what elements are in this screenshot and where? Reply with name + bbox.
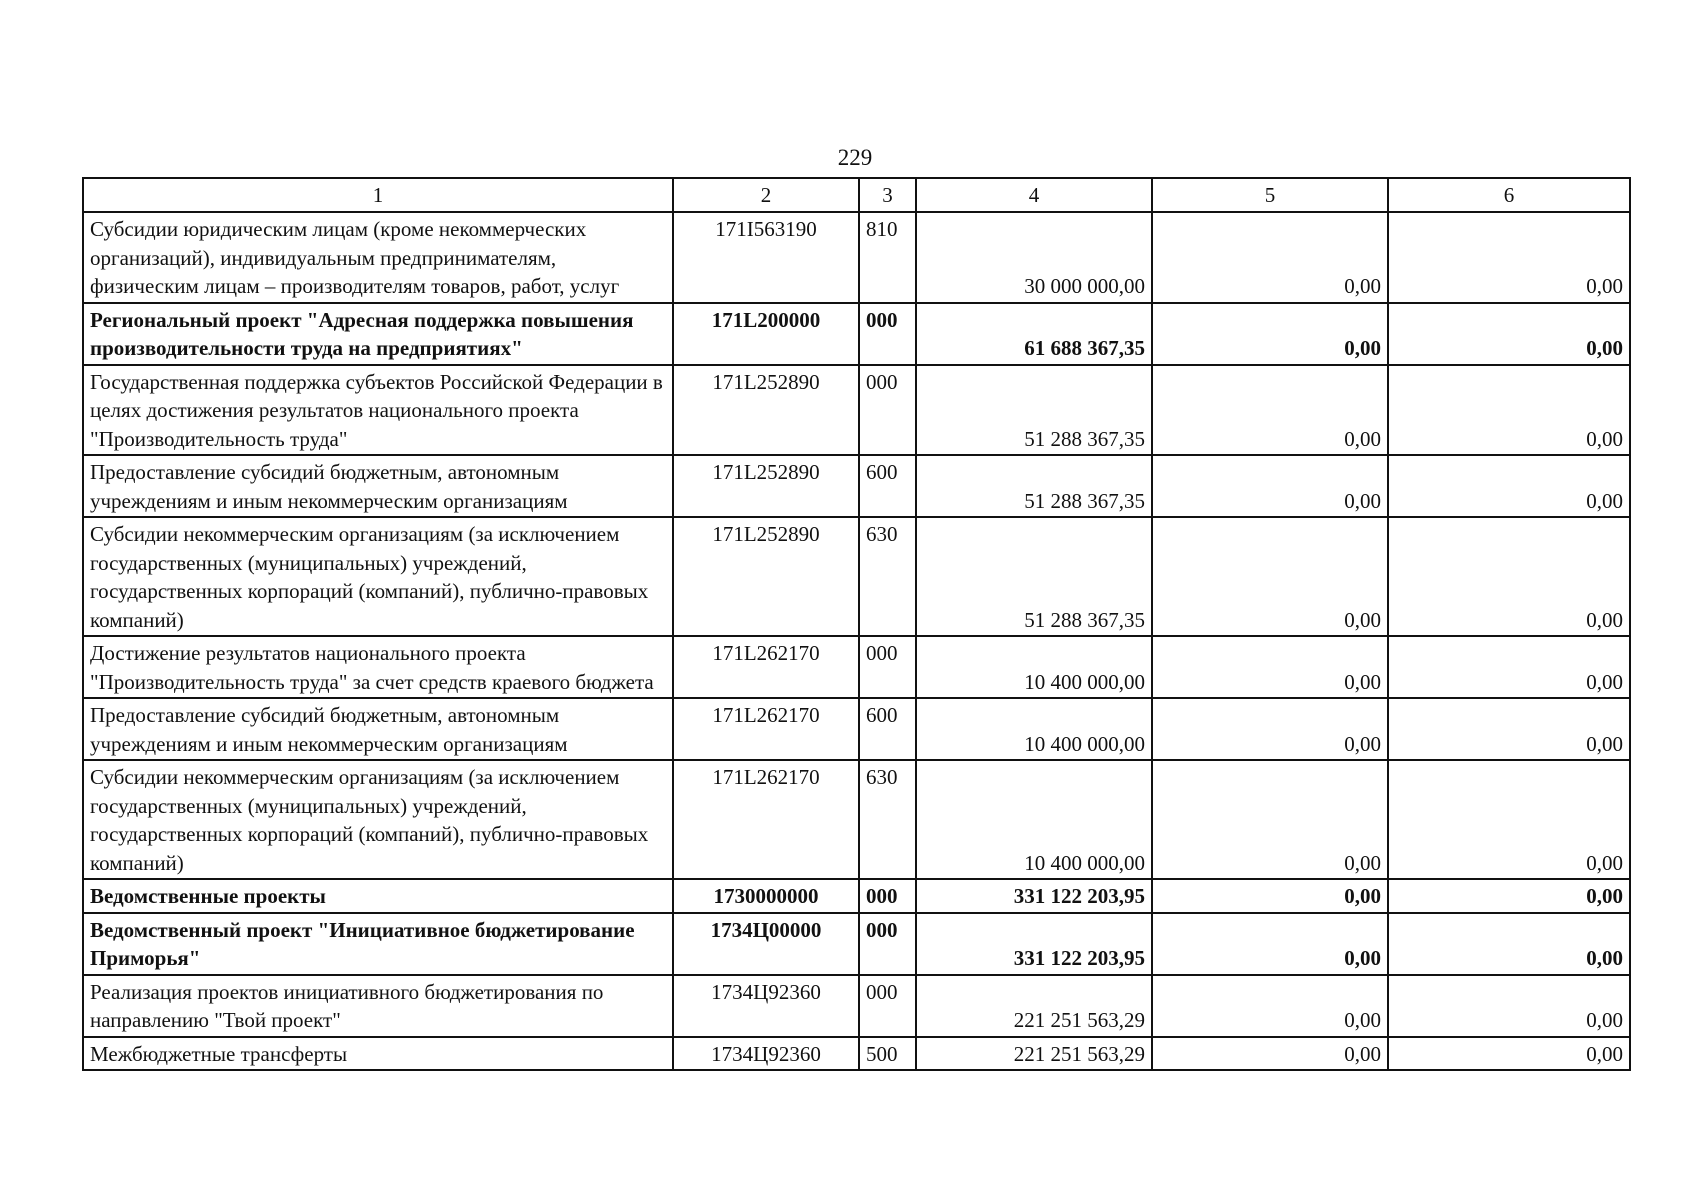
row-value-6-cell: 0,00: [1388, 760, 1630, 879]
table-row: [83, 1037, 1630, 1071]
column-header: 4: [916, 178, 1152, 212]
row-value-5-cell: 0,00: [1152, 636, 1388, 698]
row-type-cell: 000: [859, 636, 916, 698]
row-code-cell: 171L262170: [673, 636, 859, 698]
table-row: [83, 517, 1630, 636]
row-name-cell: Предоставление субсидий бюджетным, автономным учреждениям и иным некоммерческим организациям: [83, 698, 673, 760]
row-value-5-cell: 0,00: [1152, 455, 1388, 517]
row-code-cell: 171L262170: [673, 760, 859, 879]
row-value-4-cell: 10 400 000,00: [916, 636, 1152, 698]
row-value-5-cell: 0,00: [1152, 517, 1388, 636]
row-type-cell: 600: [859, 698, 916, 760]
row-name-cell: Государственная поддержка субъектов Российской Федерации в целях достижения результатов национального проекта "Производительность труда": [83, 365, 673, 456]
row-code-cell: 1734Ц92360: [673, 975, 859, 1037]
row-code-cell: 171L252890: [673, 455, 859, 517]
row-name-cell: Субсидии некоммерческим организациям (за исключением государственных (муниципальных) учреждений, государственных корпораций (компаний), публично-правовых компаний): [83, 517, 673, 636]
row-type-cell: 500: [859, 1037, 916, 1071]
column-header: 1: [83, 178, 673, 212]
row-type-cell: 000: [859, 879, 916, 913]
row-value-6-cell: 0,00: [1388, 975, 1630, 1037]
row-value-4-cell: 221 251 563,29: [916, 975, 1152, 1037]
row-type-cell: 630: [859, 517, 916, 636]
table-row: [83, 913, 1630, 975]
row-value-5-cell: 0,00: [1152, 698, 1388, 760]
row-code-cell: 171L252890: [673, 365, 859, 456]
column-header: 6: [1388, 178, 1630, 212]
table-row: [83, 698, 1630, 760]
row-type-cell: 000: [859, 365, 916, 456]
row-value-4-cell: 221 251 563,29: [916, 1037, 1152, 1071]
row-code-cell: 1734Ц92360: [673, 1037, 859, 1071]
row-value-4-cell: 51 288 367,35: [916, 455, 1152, 517]
row-value-4-cell: 10 400 000,00: [916, 698, 1152, 760]
table-row: [83, 212, 1630, 303]
row-type-cell: 600: [859, 455, 916, 517]
row-name-cell: Предоставление субсидий бюджетным, автономным учреждениям и иным некоммерческим организациям: [83, 455, 673, 517]
row-value-5-cell: 0,00: [1152, 760, 1388, 879]
row-name-cell: Реализация проектов инициативного бюджетирования по направлению "Твой проект": [83, 975, 673, 1037]
row-value-4-cell: 10 400 000,00: [916, 760, 1152, 879]
row-value-4-cell: 331 122 203,95: [916, 879, 1152, 913]
row-value-5-cell: 0,00: [1152, 975, 1388, 1037]
row-value-5-cell: 0,00: [1152, 365, 1388, 456]
header-row: [83, 178, 1630, 212]
row-code-cell: 171I563190: [673, 212, 859, 303]
row-value-5-cell: 0,00: [1152, 1037, 1388, 1071]
row-value-5-cell: 0,00: [1152, 913, 1388, 975]
budget-table: [82, 177, 1631, 1071]
row-type-cell: 630: [859, 760, 916, 879]
column-header: 3: [859, 178, 916, 212]
row-value-4-cell: 51 288 367,35: [916, 517, 1152, 636]
row-value-6-cell: 0,00: [1388, 303, 1630, 365]
row-name-cell: Региональный проект "Адресная поддержка повышения производительности труда на предприятиях": [83, 303, 673, 365]
row-value-6-cell: 0,00: [1388, 455, 1630, 517]
row-value-6-cell: 0,00: [1388, 517, 1630, 636]
table-row: [83, 760, 1630, 879]
row-code-cell: 1730000000: [673, 879, 859, 913]
page-number: 229: [837, 145, 873, 170]
row-type-cell: 000: [859, 913, 916, 975]
row-name-cell: Достижение результатов национального проекта "Производительность труда" за счет средств краевого бюджета: [83, 636, 673, 698]
row-value-6-cell: 0,00: [1388, 212, 1630, 303]
row-value-6-cell: 0,00: [1388, 365, 1630, 456]
table-row: [83, 879, 1630, 913]
row-value-5-cell: 0,00: [1152, 212, 1388, 303]
row-code-cell: 171L200000: [673, 303, 859, 365]
row-type-cell: 000: [859, 975, 916, 1037]
row-value-4-cell: 30 000 000,00: [916, 212, 1152, 303]
column-header: 2: [673, 178, 859, 212]
row-value-6-cell: 0,00: [1388, 636, 1630, 698]
row-name-cell: Субсидии некоммерческим организациям (за исключением государственных (муниципальных) учреждений, государственных корпораций (компаний), публично-правовых компаний): [83, 760, 673, 879]
table-row: [83, 303, 1630, 365]
row-value-6-cell: 0,00: [1388, 698, 1630, 760]
column-header: 5: [1152, 178, 1388, 212]
row-value-5-cell: 0,00: [1152, 303, 1388, 365]
row-name-cell: Межбюджетные трансферты: [83, 1037, 673, 1071]
row-code-cell: 1734Ц00000: [673, 913, 859, 975]
row-value-4-cell: 331 122 203,95: [916, 913, 1152, 975]
table-row: [83, 975, 1630, 1037]
row-value-4-cell: 51 288 367,35: [916, 365, 1152, 456]
table-row: [83, 365, 1630, 456]
row-code-cell: 171L252890: [673, 517, 859, 636]
row-type-cell: 810: [859, 212, 916, 303]
row-name-cell: Субсидии юридическим лицам (кроме некоммерческих организаций), индивидуальным предпринимателям, физическим лицам – производителям товаров, работ, услуг: [83, 212, 673, 303]
row-value-6-cell: 0,00: [1388, 1037, 1630, 1071]
row-value-6-cell: 0,00: [1388, 879, 1630, 913]
table-row: [83, 455, 1630, 517]
row-name-cell: Ведомственные проекты: [83, 879, 673, 913]
row-value-6-cell: 0,00: [1388, 913, 1630, 975]
row-value-5-cell: 0,00: [1152, 879, 1388, 913]
row-code-cell: 171L262170: [673, 698, 859, 760]
row-value-4-cell: 61 688 367,35: [916, 303, 1152, 365]
table-row: [83, 636, 1630, 698]
row-type-cell: 000: [859, 303, 916, 365]
row-name-cell: Ведомственный проект "Инициативное бюджетирование Приморья": [83, 913, 673, 975]
